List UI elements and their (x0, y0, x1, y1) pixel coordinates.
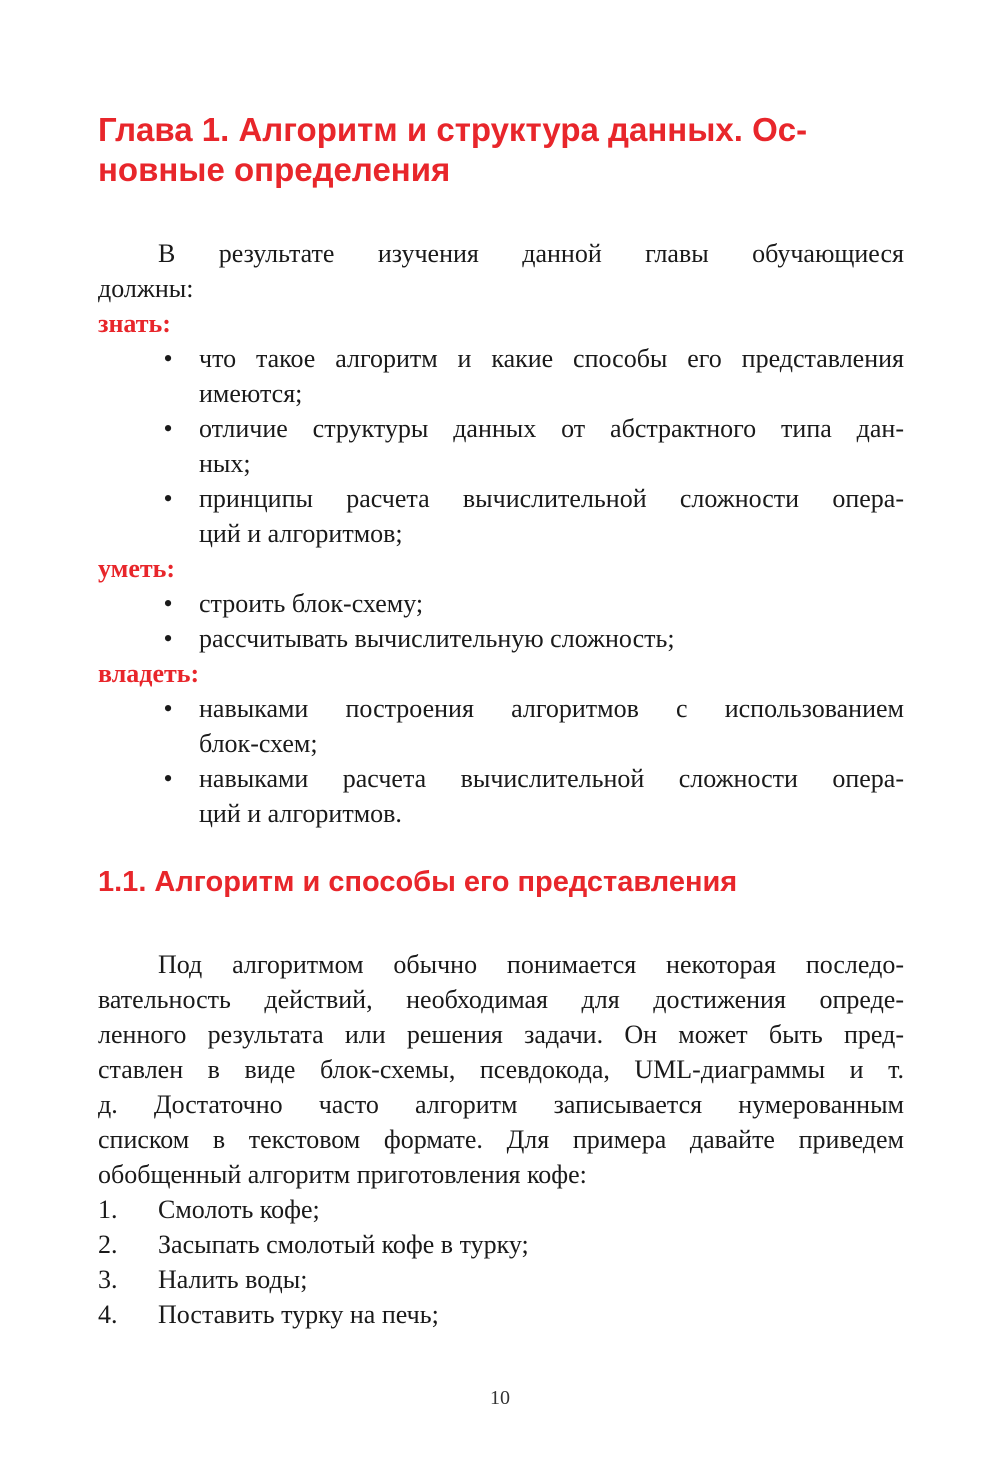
list-item-line: навыками построения алгоритмов с использованием (199, 694, 904, 723)
bullet-icon: • (163, 344, 173, 373)
list-item-line: ций и алгоритмов. (199, 799, 402, 828)
intro-line-2: должны: (98, 274, 194, 303)
coffee-steps-list (98, 1192, 904, 1332)
list-item (98, 481, 904, 551)
bullet-icon: • (163, 484, 173, 513)
step-text: Налить воды; (158, 1265, 308, 1294)
list-item (98, 1262, 904, 1297)
list-item (98, 621, 904, 656)
list-item (98, 1297, 904, 1332)
know-label: знать: (98, 309, 171, 338)
list-item (98, 1227, 904, 1262)
section-paragraph (98, 947, 904, 1192)
bullet-icon: • (163, 694, 173, 723)
list-item-line: что такое алгоритм и какие способы его представления (199, 344, 904, 373)
bullet-icon: • (163, 764, 173, 793)
list-item-line: ций и алгоритмов; (199, 519, 403, 548)
list-item-line: навыками расчета вычислительной сложности опера- (199, 764, 904, 793)
chapter-title-line-2: новные определения (98, 151, 451, 188)
list-item-line: рассчитывать вычислительную сложность; (199, 624, 675, 653)
list-item-line: принципы расчета вычислительной сложности опера- (199, 484, 904, 513)
able-label: уметь: (98, 554, 176, 583)
page-content (98, 110, 904, 1332)
list-item-line: имеются; (199, 379, 303, 408)
paragraph-line: вательность действий, необходимая для достижения опреде- (98, 985, 904, 1014)
list-item-line: строить блок-схему; (199, 589, 424, 618)
able-list (98, 586, 904, 656)
list-item (98, 586, 904, 621)
paragraph-line: ленного результата или решения задачи. Он может быть пред- (98, 1020, 904, 1049)
list-item-line: отличие структуры данных от абстрактного типа дан- (199, 414, 904, 443)
step-number: 4. (98, 1300, 118, 1329)
master-label: владеть: (98, 659, 200, 688)
paragraph-line: д. Достаточно часто алгоритм записывается нумерованным (98, 1090, 904, 1119)
paragraph-line: обобщенный алгоритм приготовления кофе: (98, 1160, 587, 1189)
bullet-icon: • (163, 414, 173, 443)
know-list (98, 341, 904, 551)
step-text: Засыпать смолотый кофе в турку; (158, 1230, 529, 1259)
list-item-line: ных; (199, 449, 251, 478)
section-title: 1.1. Алгоритм и способы его представления (98, 866, 738, 898)
step-text: Смолоть кофе; (158, 1195, 320, 1224)
bullet-icon: • (163, 624, 173, 653)
bullet-icon: • (163, 589, 173, 618)
list-item (98, 411, 904, 481)
list-item-line: блок-схем; (199, 729, 318, 758)
intro-paragraph (98, 236, 904, 306)
paragraph-line: списком в текстовом формате. Для примера давайте приведем (98, 1125, 904, 1154)
intro-line-1: В результате изучения данной главы обучающиеся (158, 239, 904, 268)
list-item (98, 341, 904, 411)
list-item (98, 761, 904, 831)
list-item (98, 691, 904, 761)
paragraph-line: Под алгоритмом обычно понимается некоторая последо- (158, 950, 904, 979)
step-text: Поставить турку на печь; (158, 1300, 439, 1329)
list-item (98, 1192, 904, 1227)
paragraph-line: ставлен в виде блок-схемы, псевдокода, UML-диаграммы и т. (98, 1055, 904, 1084)
chapter-title-line-1: Глава 1. Алгоритм и структура данных. Ос- (98, 111, 808, 148)
step-number: 3. (98, 1265, 118, 1294)
page-number: 10 (490, 1387, 510, 1409)
step-number: 1. (98, 1195, 118, 1224)
chapter-title (98, 110, 904, 190)
master-list (98, 691, 904, 831)
step-number: 2. (98, 1230, 118, 1259)
